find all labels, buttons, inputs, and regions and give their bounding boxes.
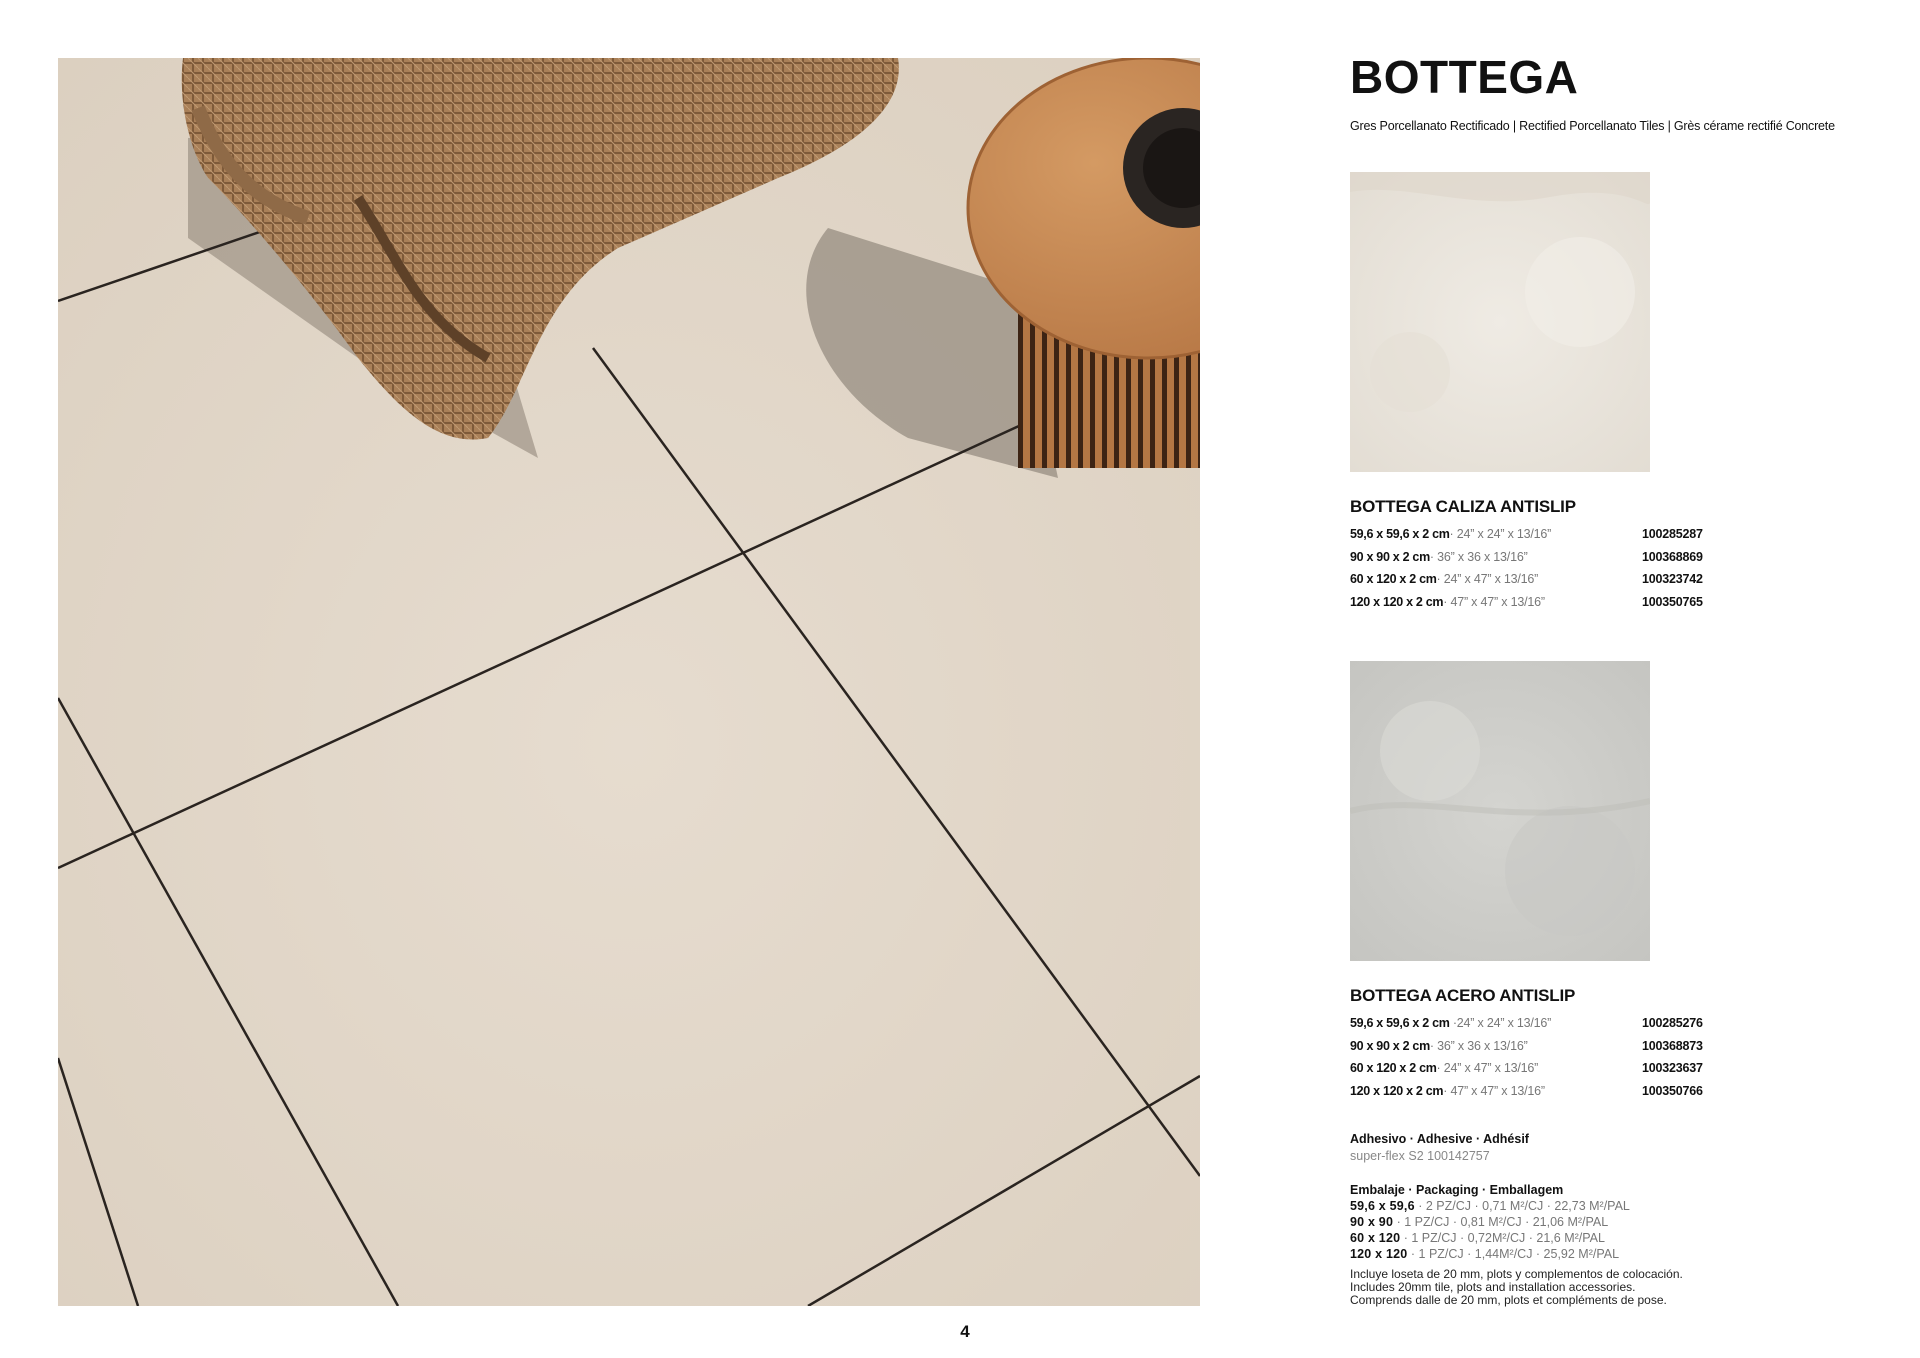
size-row: 90 x 90 x 2 cm· 36” x 36 x 13/16” 100368873 [1350,1035,1750,1058]
size-row: 90 x 90 x 2 cm· 36” x 36 x 13/16” 100368869 [1350,546,1750,569]
adhesive-value: super-flex S2 100142757 [1350,1149,1490,1163]
acero-swatch [1350,661,1650,961]
packaging-row: 60 x 120 · 1 PZ/CJ · 0,72M²/CJ · 21,6 M²/PAL [1350,1231,1605,1245]
product-code: 100285287 [1642,527,1703,541]
packaging-row: 120 x 120 · 1 PZ/CJ · 1,44M²/CJ · 25,92 M²/PAL [1350,1247,1620,1261]
adhesive-label: Adhesivo · Adhesive · Adhésif [1350,1132,1529,1146]
product-code: 100368869 [1642,549,1703,564]
product-subtitle: Gres Porcellanato Rectificado | Rectified Porcellanato Tiles | Grès cérame rectifié Concrete [1350,119,1835,133]
packaging-row: 59,6 x 59,6 · 2 PZ/CJ · 0,71 M²/CJ · 22,73 M²/PAL [1350,1199,1630,1213]
size-row: 60 x 120 x 2 cm· 24” x 47” x 13/16” 100323637 [1350,1057,1750,1080]
product-code: 100285276 [1642,1016,1703,1030]
note-fr: Comprends dalle de 20 mm, plots et compléments de pose. [1350,1293,1667,1307]
note-en: Includes 20mm tile, plots and installation accessories. [1350,1280,1636,1294]
product-code: 100350766 [1642,1083,1703,1098]
installation-notes [1350,1268,1790,1307]
product-code: 100323637 [1642,1061,1703,1076]
acero-size-list [1350,1012,1750,1102]
adhesive-info [1350,1131,1770,1164]
product-code: 100368873 [1642,1038,1703,1053]
product-code: 100323742 [1642,572,1703,587]
packaging-info [1350,1182,1790,1262]
product-code: 100350765 [1642,594,1703,609]
note-es: Incluye loseta de 20 mm, plots y complementos de colocación. [1350,1267,1683,1281]
size-row: 120 x 120 x 2 cm· 47” x 47” x 13/16” 100350766 [1350,1080,1750,1103]
caliza-swatch [1350,172,1650,472]
lifestyle-photo [58,58,1200,1306]
product-name-caliza: BOTTEGA CALIZA ANTISLIP [1350,497,1576,516]
brand-title: BOTTEGA [1350,51,1579,103]
floor-tiles-scene [58,58,1200,1306]
size-row: 59,6 x 59,6 x 2 cm ·24” x 24” x 13/16” 100285276 [1350,1012,1750,1035]
product-name-acero: BOTTEGA ACERO ANTISLIP [1350,986,1576,1005]
caliza-size-list [1350,523,1750,613]
product-panel [1350,0,1870,1358]
size-row: 120 x 120 x 2 cm· 47” x 47” x 13/16” 100350765 [1350,591,1750,614]
page-number: 4 [960,1322,970,1341]
packaging-row: 90 x 90 · 1 PZ/CJ · 0,81 M²/CJ · 21,06 M²/PAL [1350,1215,1609,1229]
packaging-label: Embalaje · Packaging · Emballagem [1350,1183,1564,1197]
size-row: 59,6 x 59,6 x 2 cm· 24” x 24” x 13/16” 100285287 [1350,523,1750,546]
size-row: 60 x 120 x 2 cm· 24” x 47” x 13/16” 100323742 [1350,568,1750,591]
